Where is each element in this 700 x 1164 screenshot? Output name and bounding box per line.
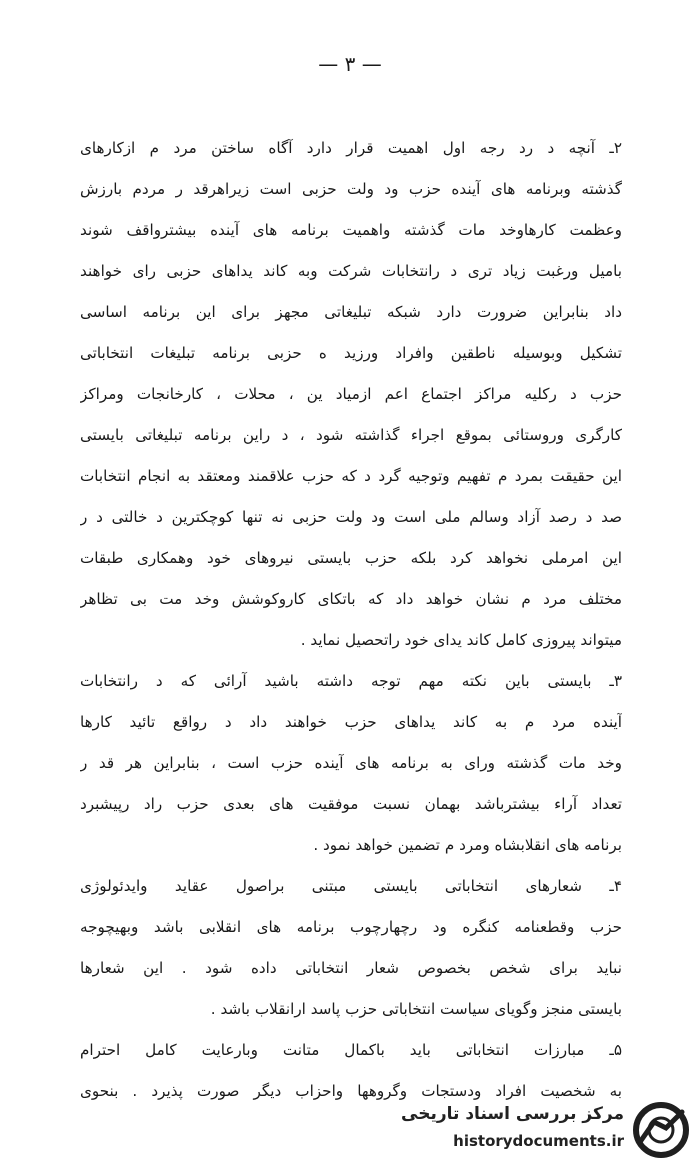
text-line: کارگری وروستائی بموقع اجراء گذاشته شود ، د راین برنامه تبلیغاتی بایستی: [80, 426, 622, 444]
text-line: ۳ـ بایستی باین نکته مهم توجه داشته باشید آرائی که د رانتخابات: [80, 672, 622, 690]
text-line: حزب وقطعنامه کنگره ود رچهارچوب برنامه های انقلابی باشد وبهیچوجه: [80, 918, 622, 936]
text-line: باميل ورغبت زياد تری د رانتخابات شرکت وبه کاند يداهای حزبی رای خواهند: [80, 262, 622, 280]
document-body: [80, 128, 622, 1112]
page-number: — ۳ —: [318, 52, 382, 76]
text-line: وعظمت کارهاوخد مات گذشته واهمیت برنامه های آینده بیشترواقف شوند: [80, 221, 622, 239]
watermark: [394, 1100, 694, 1160]
text-line: میتواند پیروزی کامل کاند یدای خود راتحصیل نماید .: [300, 631, 622, 649]
text-line: ۵ـ مبارزات انتخاباتی باید باکمال متانت وبارعایت کامل احترام: [80, 1041, 622, 1059]
text-line: داد بنابراین ضرورت دارد شبکه تبلیغاتی مجهز برای این برنامه اساسی: [80, 303, 622, 321]
history-center-logo-icon: [632, 1102, 690, 1158]
text-line: بایستی منجز وگویای سیاست انتخاباتی حزب پاسد ارانقلاب باشد .: [210, 1000, 622, 1018]
text-line: تعداد آراء بیشترباشد بهمان نسبت موفقیت های بعدی حزب راد رپیشبرد: [80, 795, 622, 813]
text-line: نباید برای شخص بخصوص شعار انتخاباتی داده شود . این شعارها: [80, 959, 622, 977]
text-line: ۴ـ شعارهای انتخاباتی بایستی مبتنی براصول عقاید وایدئولوژی: [80, 877, 622, 895]
text-line: صد د رصد آزاد وسالم ملی است ود ولت حزبی نه تنها کوچکترین د خالتی د ر: [80, 508, 622, 526]
text-line: این امرملی نخواهد کرد بلکه حزب بایستی نیروهای خود وهمکاری طبقات: [80, 549, 622, 567]
text-line: حزب د رکلیه مراکز اجتماع اعم ازمیاد ین ، محلات ، کارخانجات ومراکز: [80, 385, 622, 403]
text-line: تشکیل وبوسیله ناطقین وافراد ورزید ه حزبی برنامه تبلیغات انتخاباتی: [80, 344, 622, 362]
text-line: آینده مرد م به کاند یداهای حزب خواهند داد د رواقع تائید کارها: [80, 713, 622, 731]
watermark-title: مرکز بررسی اسناد تاریخی: [401, 1104, 624, 1124]
text-line: مختلف مرد م نشان خواهد داد که باتکای کاروکوشش وخد مت بی تظاهر: [80, 590, 622, 608]
text-line: برنامه های انقلابشاه ومرد م تضمین خواهد نمود .: [313, 836, 622, 854]
text-line: وخد مات گذشته ورای به برنامه های آینده حزب است ، بنابراین هر قد ر: [80, 754, 622, 772]
text-line: به شخصیت افراد ودستجات وگروهها واحزاب دیگر صورت پذیرد . بنحوی: [80, 1082, 622, 1100]
text-line: این حقیقت بمرد م تفهیم وتوجیه گرد د که حزب علاقمند ومعتقد به انجام انتخابات: [80, 467, 622, 485]
text-line: گذشته وبرنامه های آینده حزب ود ولت حزبی است زیراهرقد ر مردم بارزش: [80, 180, 622, 198]
text-line: ۲ـ آنچه د رد رجه اول اهمیت قرار دارد آگاه ساختن مرد م ازکارهای: [80, 139, 622, 157]
watermark-url: historydocuments.ir: [453, 1132, 624, 1150]
